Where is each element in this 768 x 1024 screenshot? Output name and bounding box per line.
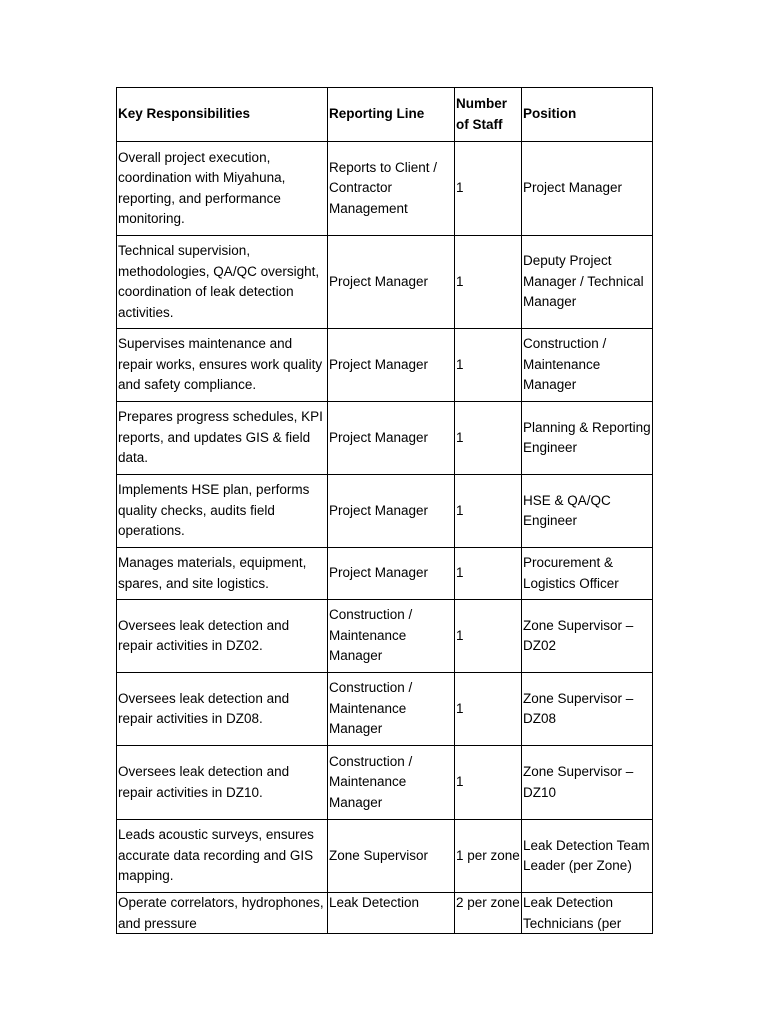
cell-staff: 2 per zone bbox=[455, 893, 522, 934]
cell-position: Planning & Reporting Engineer bbox=[522, 402, 653, 475]
cell-staff: 1 bbox=[455, 329, 522, 402]
cell-position: Project Manager bbox=[522, 142, 653, 236]
cell-reporting-line: Project Manager bbox=[328, 548, 455, 600]
cell-reporting-line: Project Manager bbox=[328, 236, 455, 329]
cell-responsibilities: Implements HSE plan, performs quality checks, audits field operations. bbox=[117, 475, 328, 548]
cell-staff: 1 bbox=[455, 548, 522, 600]
cell-position: HSE & QA/QC Engineer bbox=[522, 475, 653, 548]
cell-position: Procurement & Logistics Officer bbox=[522, 548, 653, 600]
header-reporting-line: Reporting Line bbox=[328, 88, 455, 142]
header-key-responsibilities: Key Responsibilities bbox=[117, 88, 328, 142]
cell-reporting-line: Project Manager bbox=[328, 329, 455, 402]
cell-reporting-line: Construction / Maintenance Manager bbox=[328, 673, 455, 746]
cell-position: Zone Supervisor – DZ02 bbox=[522, 600, 653, 673]
cell-reporting-line: Construction / Maintenance Manager bbox=[328, 746, 455, 820]
cell-reporting-line: Reports to Client / Contractor Management bbox=[328, 142, 455, 236]
cell-position: Deputy Project Manager / Technical Manager bbox=[522, 236, 653, 329]
cell-responsibilities: Oversees leak detection and repair activities in DZ02. bbox=[117, 600, 328, 673]
cell-reporting-line: Project Manager bbox=[328, 475, 455, 548]
cell-responsibilities: Leads acoustic surveys, ensures accurate data recording and GIS mapping. bbox=[117, 820, 328, 893]
cell-position: Leak Detection Technicians (per bbox=[522, 893, 653, 934]
cell-staff: 1 bbox=[455, 673, 522, 746]
cell-responsibilities: Manages materials, equipment, spares, and site logistics. bbox=[117, 548, 328, 600]
cell-position: Zone Supervisor – DZ08 bbox=[522, 673, 653, 746]
table-row bbox=[117, 600, 653, 673]
cell-responsibilities: Oversees leak detection and repair activities in DZ10. bbox=[117, 746, 328, 820]
table-row bbox=[117, 402, 653, 475]
table-header-row bbox=[117, 88, 653, 142]
cell-reporting-line: Construction / Maintenance Manager bbox=[328, 600, 455, 673]
cell-responsibilities: Operate correlators, hydrophones, and pressure bbox=[117, 893, 328, 934]
cell-position: Leak Detection Team Leader (per Zone) bbox=[522, 820, 653, 893]
table-row bbox=[117, 142, 653, 236]
cell-staff: 1 bbox=[455, 475, 522, 548]
table-row bbox=[117, 673, 653, 746]
table-row bbox=[117, 329, 653, 402]
header-position: Position bbox=[522, 88, 653, 142]
cell-staff: 1 bbox=[455, 746, 522, 820]
cell-staff: 1 bbox=[455, 142, 522, 236]
cell-reporting-line: Project Manager bbox=[328, 402, 455, 475]
cell-responsibilities: Technical supervision, methodologies, QA/QC oversight, coordination of leak detection activities. bbox=[117, 236, 328, 329]
table-row-truncated bbox=[117, 893, 653, 934]
cell-responsibilities: Oversees leak detection and repair activities in DZ08. bbox=[117, 673, 328, 746]
cell-reporting-line: Leak Detection bbox=[328, 893, 455, 934]
table-row bbox=[117, 475, 653, 548]
cell-position: Zone Supervisor – DZ10 bbox=[522, 746, 653, 820]
cell-responsibilities: Overall project execution, coordination with Miyahuna, reporting, and performance monitoring. bbox=[117, 142, 328, 236]
table-row bbox=[117, 746, 653, 820]
cell-responsibilities: Prepares progress schedules, KPI reports, and updates GIS & field data. bbox=[117, 402, 328, 475]
cell-staff: 1 bbox=[455, 402, 522, 475]
table-row bbox=[117, 548, 653, 600]
cell-position: Construction / Maintenance Manager bbox=[522, 329, 653, 402]
table-row bbox=[117, 236, 653, 329]
cell-reporting-line: Zone Supervisor bbox=[328, 820, 455, 893]
cell-staff: 1 bbox=[455, 600, 522, 673]
staffing-table bbox=[116, 87, 653, 934]
header-number-of-staff: Number of Staff bbox=[455, 88, 522, 142]
table-row bbox=[117, 820, 653, 893]
cell-responsibilities: Supervises maintenance and repair works, ensures work quality and safety compliance. bbox=[117, 329, 328, 402]
cell-staff: 1 bbox=[455, 236, 522, 329]
cell-staff: 1 per zone bbox=[455, 820, 522, 893]
